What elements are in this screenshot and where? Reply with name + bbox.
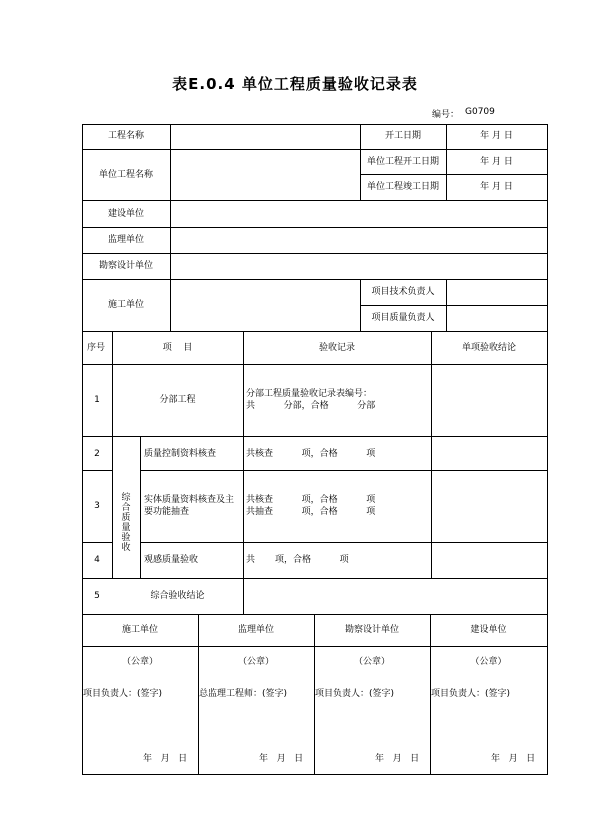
sign-date-construction[interactable]: 年 月 日 [491,754,536,764]
signer-builder: 项目负责人：(签字) [83,689,163,699]
row-4-record-line1: 共 项，合格 项 [246,555,349,565]
construction-unit-label: 建设单位 [107,209,144,219]
header-item: 项 目 [162,343,193,353]
header-conclusion: 单项验收结论 [461,343,516,353]
row-1-conclusion[interactable] [432,365,547,436]
supervision-unit-field[interactable] [171,228,547,253]
builder-unit-label: 施工单位 [107,300,144,310]
start-date-value[interactable]: 年 月 日 [480,131,513,141]
project-name-label: 工程名称 [107,131,144,141]
row-2-seq: 2 [94,449,100,459]
row-1-seq: 1 [94,395,100,405]
row-4-seq: 4 [94,555,100,565]
code-value: G0709 [465,107,495,117]
sign-date-supervision[interactable]: 年 月 日 [259,754,304,764]
row-1-record-line2: 共 分部，合格 分部 [246,401,376,411]
signer-survey: 项目负责人：(签字) [315,689,395,699]
page-title: 表E.0.4 单位工程质量验收记录表 [172,75,418,93]
row-3-record-line1: 共核查 项，合格 项 [246,495,376,505]
row-5-conclusion-field[interactable] [244,579,547,614]
project-name-field[interactable] [171,125,360,149]
unit-project-name-field[interactable] [171,150,360,200]
group-label: 综合质量验收 [121,493,131,553]
row-3-item-line2: 要功能抽查 [144,507,190,517]
row-3-conclusion[interactable] [432,471,547,542]
unit-end-date-value[interactable]: 年 月 日 [480,182,513,192]
unit-start-date-label: 单位工程开工日期 [366,157,439,167]
signer-construction: 项目负责人：(签字) [431,689,511,699]
row-1-record-line1: 分部工程质量验收记录表编号： [246,389,373,399]
seal-construction: （公章） [470,657,507,667]
unit-project-name-label: 单位工程名称 [98,170,153,180]
row-5-seq: 5 [94,591,100,601]
seal-supervision: （公章） [237,657,274,667]
sign-date-builder[interactable]: 年 月 日 [143,754,188,764]
tech-leader-label: 项目技术负责人 [371,287,435,297]
start-date-label: 开工日期 [384,131,421,141]
header-record: 验收记录 [318,343,355,353]
header-seq: 序号 [87,343,106,353]
code-label: 编号： [432,110,460,120]
seal-survey: （公章） [353,657,390,667]
unit-end-date-label: 单位工程竣工日期 [366,182,439,192]
row-3-item-line1: 实体质量资料核查及主 [144,495,235,505]
supervision-unit-label: 监理单位 [107,235,144,245]
sig-header-construction: 建设单位 [470,625,507,635]
row-1-item: 分部工程 [159,395,196,405]
row-2-conclusion[interactable] [432,437,547,470]
row-5-item: 综合验收结论 [150,591,205,601]
sig-header-supervision: 监理单位 [237,625,274,635]
survey-design-unit-field[interactable] [171,254,547,279]
survey-design-unit-label: 勘察设计单位 [98,261,153,271]
quality-leader-field[interactable] [447,306,547,331]
unit-start-date-value[interactable]: 年 月 日 [480,157,513,167]
builder-unit-field[interactable] [171,280,360,331]
row-4-item: 观感质量验收 [144,555,199,565]
seal-builder: （公章） [121,657,158,667]
row-3-record-line2: 共抽查 项，合格 项 [246,507,376,517]
construction-unit-field[interactable] [171,201,547,227]
sig-header-builder: 施工单位 [121,625,158,635]
row-2-record-line1: 共核查 项，合格 项 [246,449,376,459]
sign-date-survey[interactable]: 年 月 日 [375,754,420,764]
row-3-seq: 3 [94,501,100,511]
signer-supervision: 总监理工程师：(签字) [199,689,288,699]
sig-header-survey: 勘察设计单位 [344,625,399,635]
row-2-item: 质量控制资料核查 [144,449,217,459]
row-4-conclusion[interactable] [432,543,547,578]
tech-leader-field[interactable] [447,280,547,305]
quality-leader-label: 项目质量负责人 [371,313,435,323]
